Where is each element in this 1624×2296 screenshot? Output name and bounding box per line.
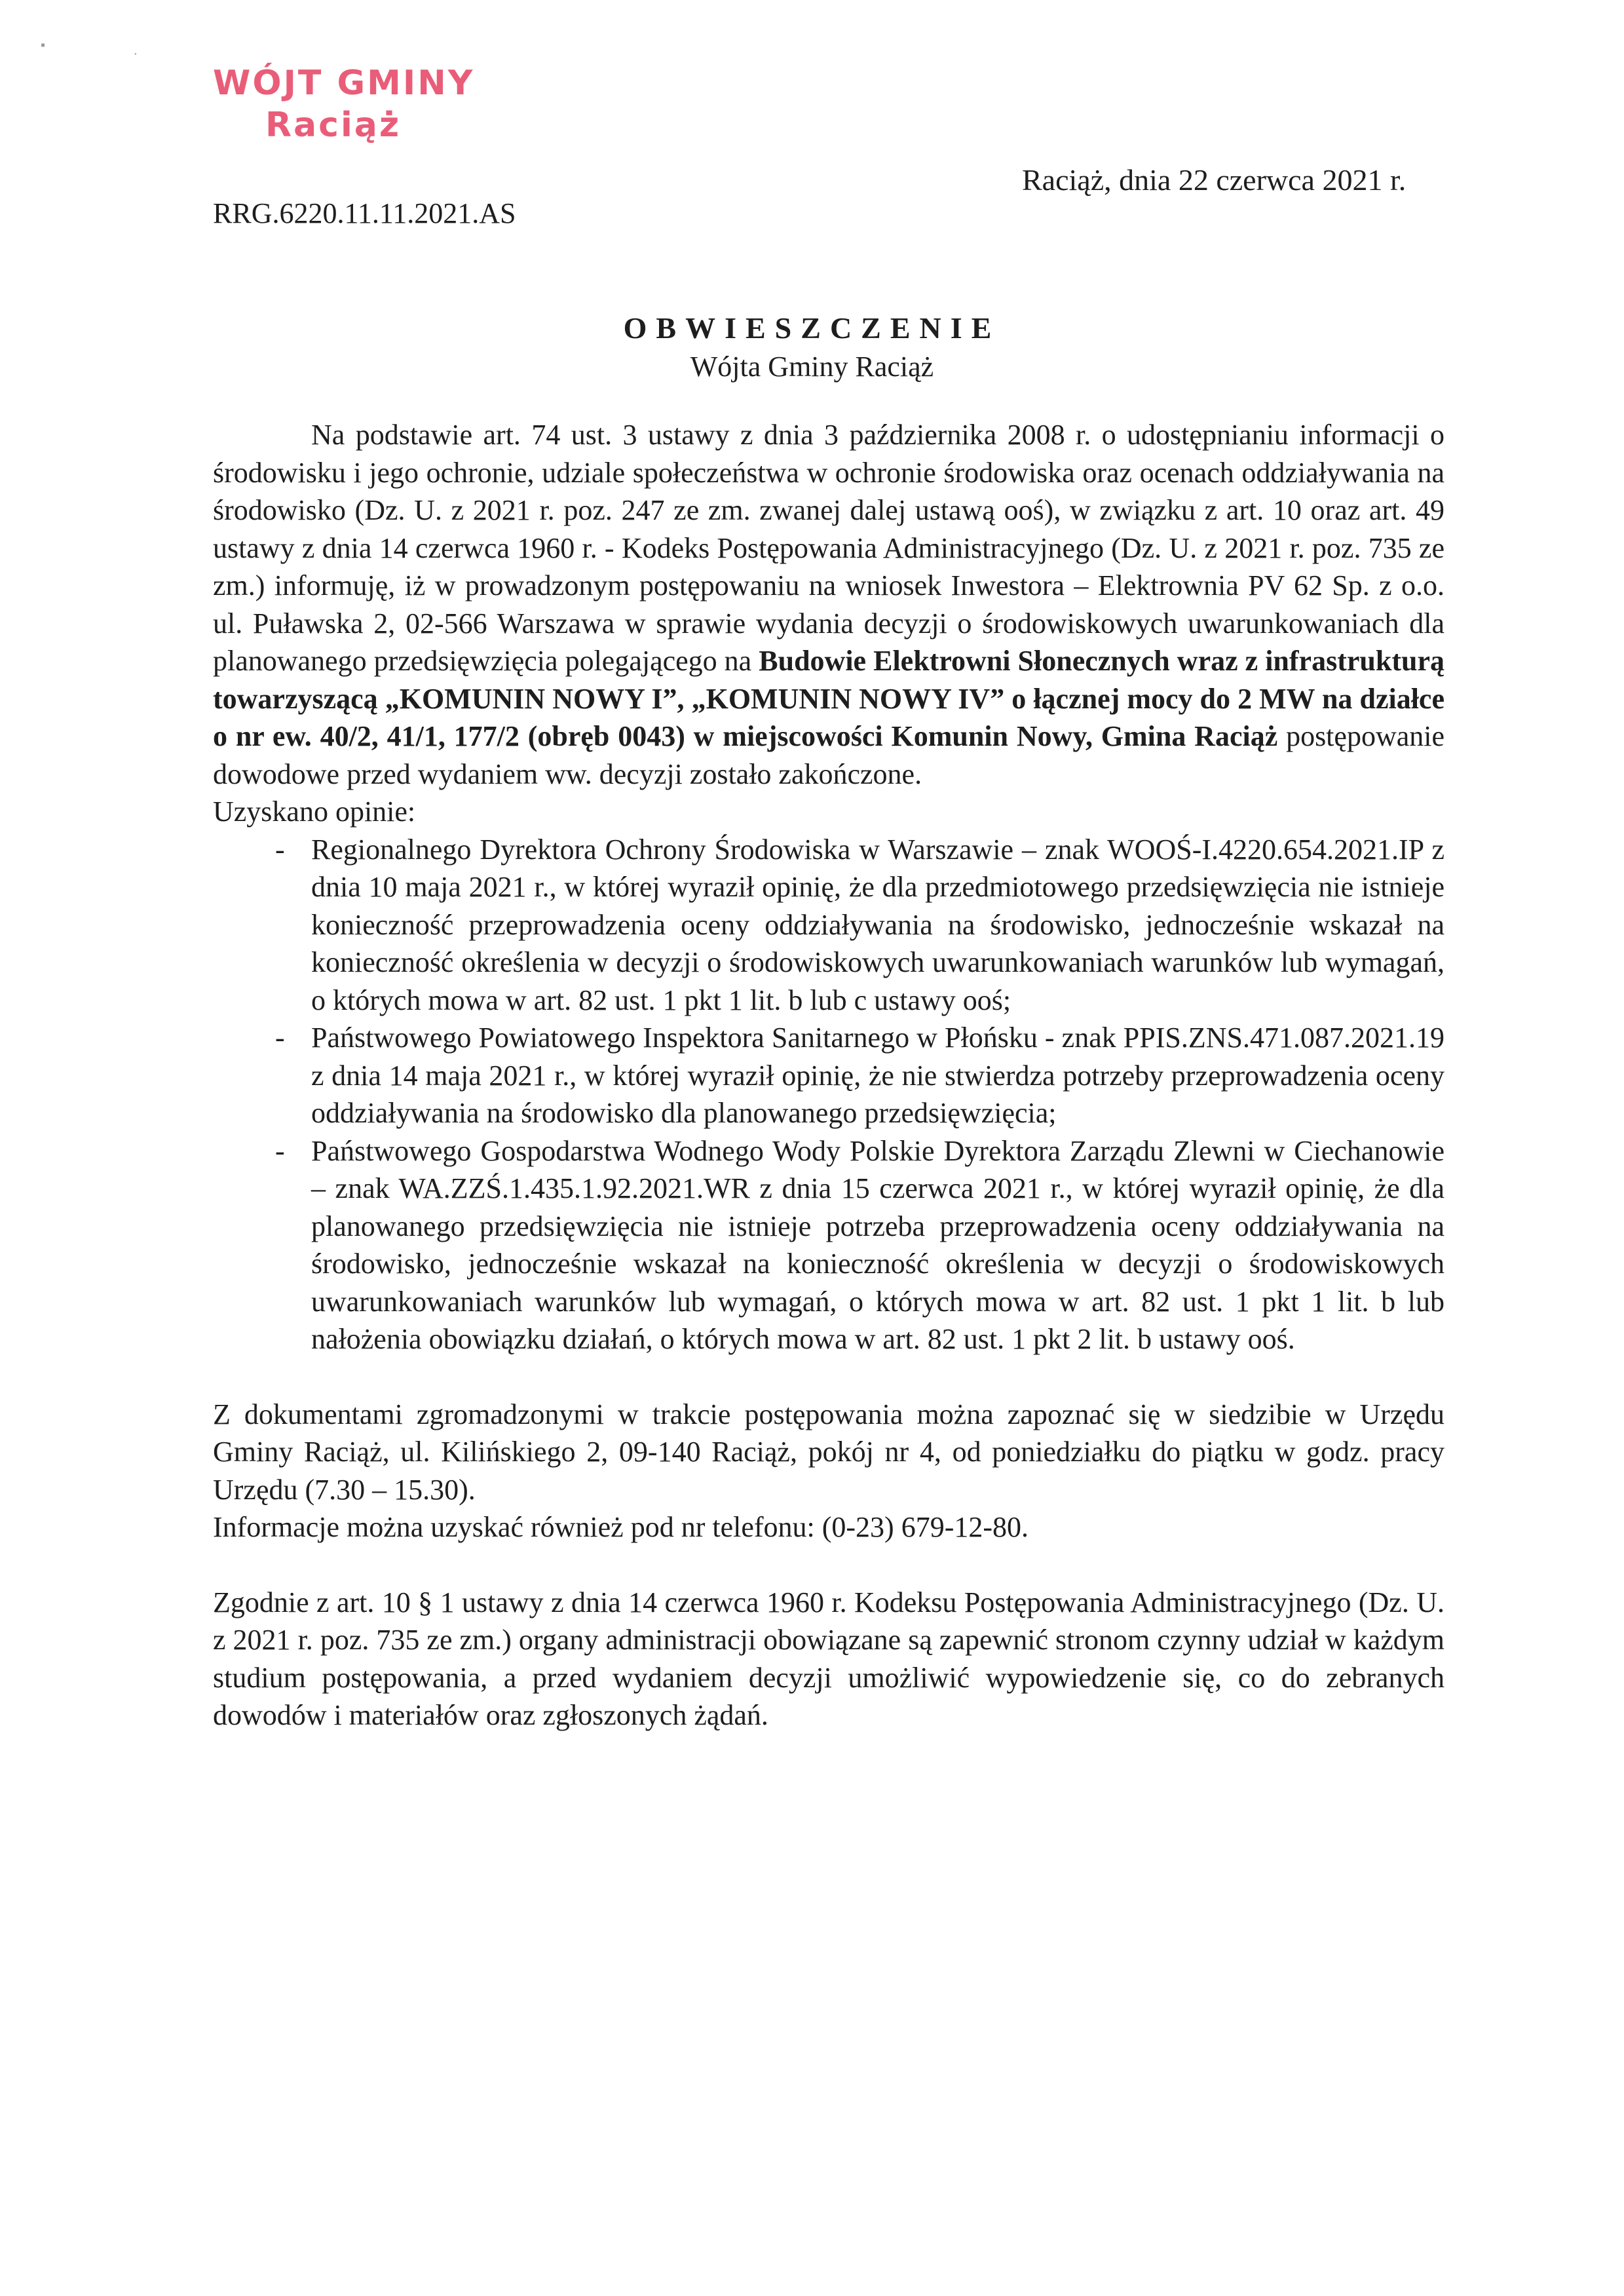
document-title: OBWIESZCZENIE	[623, 311, 1001, 345]
opinion-text: Regionalnego Dyrektora Ochrony Środowiska w Warszawie – znak WOOŚ-I.4220.654.2021.IP z dnia 10 maja 2021 r., w której wyraził opinię, że dla przedmiotowego przedsięwzięcia nie istnieje konieczność przeprowadzenia oceny oddziaływania na środowisko, jednocześnie wskazał na konieczność określenia w decyzji o środowiskowych uwarunkowaniach warunków lub wymagań, o których mowa w art. 82 ust. 1 pkt 1 lit. b lub c ustawy ooś;	[311, 833, 1445, 1016]
title-block	[0, 308, 1624, 385]
intro-paragraph	[213, 416, 1445, 793]
scan-speck: •	[134, 51, 137, 58]
opinions-heading: Uzyskano opinie:	[213, 795, 416, 828]
project-description: Budowie Elektrowni Słonecznych wraz z infrastrukturą towarzyszącą „KOMUNIN NOWY I”, „KOMUNIN NOWY IV” o łącznej mocy do 2 MW na działce o nr ew. 40/2, 41/1, 177/2 (obręb 0043) w miejscowości Komunin Nowy, Gmina Raciąż	[213, 645, 1445, 752]
office-stamp	[213, 62, 474, 146]
stamp-line-1: WÓJT GMINY	[213, 64, 475, 103]
bullet-dash: -	[275, 1134, 285, 1167]
bullet-dash: -	[275, 833, 285, 866]
stamp-line-2: Raciąż	[265, 105, 402, 145]
intro-text-b: postępowanie dowodowe przed wydaniem ww. decyzji zostało zakończone.	[213, 720, 1445, 790]
intro-text-a: Na podstawie art. 74 ust. 3 ustawy z dnia 3 października 2008 r. o udostępnianiu informacji o środowisku i jego ochronie, udziale społeczeństwa w ochronie środowiska oraz ocenach oddziaływania na środowisko (Dz. U. z 2021 r. poz. 247 ze zm. zwanej dalej ustawą ooś), w związku z art. 10 oraz art. 49 ustawy z dnia 14 czerwca 1960 r. - Kodeks Postępowania Administracyjnego (Dz. U. z 2021 r. poz. 735 ze zm.) informuję, iż w prowadzonym postępowaniu na wniosek Inwestora – Elektrownia PV 62 Sp. z o.o. ul. Puławska 2, 02-566 Warszawa w sprawie wydania decyzji o środowiskowych uwarunkowaniach dla planowanego przedsięwzięcia polegającego na	[213, 419, 1445, 677]
bullet-dash: -	[275, 1022, 285, 1054]
place-date: Raciąż, dnia 22 czerwca 2021 r.	[1022, 163, 1407, 197]
reference-number: RRG.6220.11.11.2021.AS	[213, 197, 516, 229]
opinion-item	[213, 1019, 1445, 1132]
documents-paragraph: Z dokumentami zgromadzonymi w trakcie postępowania można zapoznać się w siedzibie w Urzędu Gminy Raciąż, ul. Kilińskiego 2, 09-140 Raciąż, pokój nr 4, od poniedziałku do piątku w godz. pracy Urzędu (7.30 – 15.30).	[213, 1398, 1445, 1506]
opinion-text: Państwowego Powiatowego Inspektora Sanitarnego w Płońsku - znak PPIS.ZNS.471.087.2021.19 z dnia 14 maja 2021 r., w której wyraził opinię, że nie stwierdza potrzeby przeprowadzenia oceny oddziaływania na środowisko dla planowanego przedsięwzięcia;	[311, 1022, 1445, 1129]
opinions-list	[213, 831, 1445, 1358]
closing-paragraph: Zgodnie z art. 10 § 1 ustawy z dnia 14 czerwca 1960 r. Kodeksu Postępowania Administracyjnego (Dz. U. z 2021 r. poz. 735 ze zm.) organy administracji obowiązane są zapewnić stronom czynny udział w każdym studium postępowania, a przed wydaniem decyzji umożliwić wypowiedzenie się, co do zebranych dowodów i materiałów oraz zgłoszonych żądań.	[213, 1586, 1445, 1731]
opinion-text: Państwowego Gospodarstwa Wodnego Wody Polskie Dyrektora Zarządu Zlewni w Ciechanowie – znak WA.ZZŚ.1.435.1.92.2021.WR z dnia 15 czerwca 2021 r., w której wyraził opinię, że dla planowanego przedsięwzięcia nie istnieje potrzeba przeprowadzenia oceny oddziaływania na środowisko, jednocześnie wskazał na konieczność określenia w decyzji o środowiskowych uwarunkowaniach warunków lub wymagań, o których mowa w art. 82 ust. 1 pkt 1 lit. b lub nałożenia obowiązku działań, o których mowa w art. 82 ust. 1 pkt 2 lit. b ustawy ooś.	[311, 1134, 1445, 1355]
document-body	[213, 416, 1445, 1734]
opinion-item	[213, 831, 1445, 1020]
spacer	[213, 1358, 1445, 1396]
phone-info: Informacje można uzyskać również pod nr telefonu: (0-23) 679-12-80.	[213, 1511, 1029, 1543]
spacer	[213, 1546, 1445, 1584]
scan-speck: ▪	[41, 38, 46, 52]
document-subtitle: Wójta Gminy Raciąż	[690, 351, 934, 383]
opinion-item	[213, 1132, 1445, 1358]
